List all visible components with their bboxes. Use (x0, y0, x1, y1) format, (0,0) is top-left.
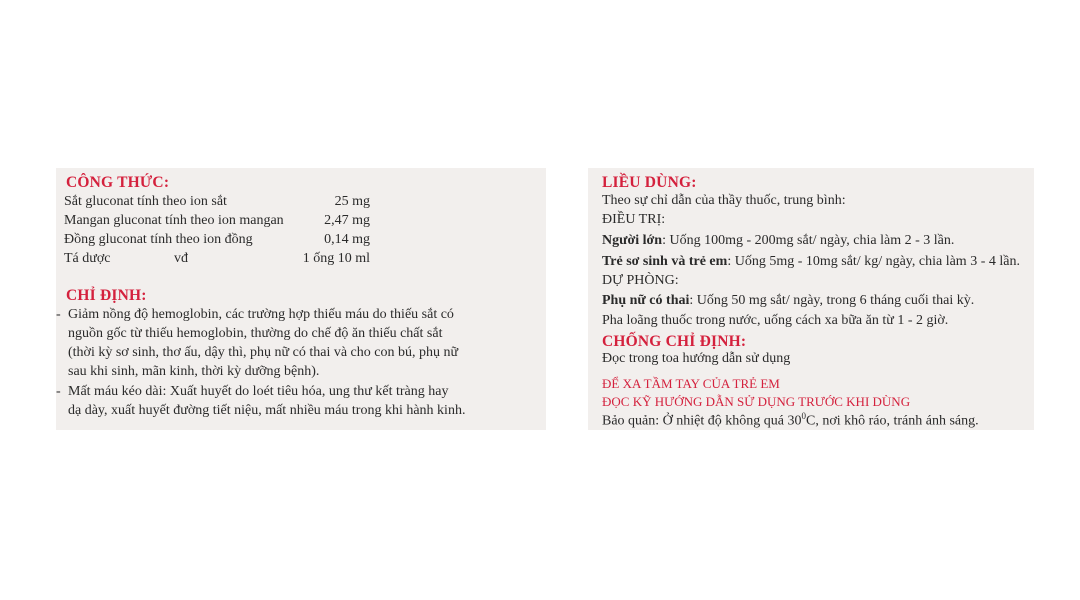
contraindication-heading: CHỐNG CHỈ ĐỊNH: (602, 333, 747, 350)
dosage-intro: Theo sự chỉ dẫn của thầy thuốc, trung bình: (602, 193, 846, 208)
indication-line: (thời kỳ sơ sinh, thơ ấu, dậy thì, phụ nữ có thai và cho con bú, phụ nữ (68, 345, 459, 360)
ingredient-qs: vđ (174, 251, 188, 266)
treatment-label: ĐIỀU TRỊ: (602, 212, 666, 227)
indication-line: nguồn gốc từ thiếu hemoglobin, thường do chế độ ăn thiếu chất sắt (68, 326, 443, 341)
indication-line: Giảm nồng độ hemoglobin, các trường hợp thiếu máu do thiếu sắt có (68, 307, 454, 322)
ingredient-amount: 2,47 mg (324, 213, 370, 228)
right-label-panel (588, 168, 1034, 430)
bullet-dash: - (56, 384, 61, 399)
storage-text (602, 411, 979, 430)
child-dosage (602, 254, 1020, 270)
warning-children: ĐỂ XA TẦM TAY CỦA TRẺ EM (602, 376, 780, 391)
pregnant-dosage (602, 293, 974, 309)
left-label-panel (56, 168, 546, 430)
indication-line: dạ dày, xuất huyết đường tiết niệu, mất nhiều máu trong khi hành kinh. (68, 403, 466, 418)
child-text: : Uống 5mg - 10mg sắt/ kg/ ngày, chia làm 3 - 4 lần. (727, 254, 1020, 269)
formula-heading: CÔNG THỨC: (66, 174, 170, 191)
ingredient-name: Sắt gluconat tính theo ion sắt (64, 194, 227, 209)
adult-dosage (602, 233, 954, 249)
prevention-label: DỰ PHÒNG: (602, 273, 679, 288)
storage-prefix: Bảo quản: Ở nhiệt độ không quá 30 (602, 413, 802, 429)
indication-line: sau khi sinh, mãn kinh, thời kỳ dưỡng bệnh). (68, 364, 320, 379)
pregnant-label: Phụ nữ có thai (602, 293, 690, 308)
ingredient-amount: 0,14 mg (324, 232, 370, 247)
storage-degree: 0 (801, 411, 806, 421)
ingredient-amount: 1 ống 10 ml (302, 251, 370, 266)
warning-read: ĐỌC KỸ HƯỚNG DẪN SỬ DỤNG TRƯỚC KHI DÙNG (602, 394, 911, 409)
bullet-dash: - (56, 307, 61, 322)
indication-heading: CHỈ ĐỊNH: (66, 287, 147, 304)
ingredient-name: Tá dược (64, 251, 111, 266)
ingredient-name: Đồng gluconat tính theo ion đồng (64, 232, 253, 247)
contraindication-text: Đọc trong toa hướng dẫn sử dụng (602, 351, 791, 366)
dilution-text: Pha loãng thuốc trong nước, uống cách xa bữa ăn từ 1 - 2 giờ. (602, 313, 949, 328)
pregnant-text: : Uống 50 mg sắt/ ngày, trong 6 tháng cuối thai kỳ. (689, 293, 975, 308)
adult-text: : Uống 100mg - 200mg sắt/ ngày, chia làm 2 - 3 lần. (662, 233, 955, 248)
child-label: Trẻ sơ sinh và trẻ em (602, 254, 728, 269)
ingredient-name: Mangan gluconat tính theo ion mangan (64, 213, 284, 228)
adult-label: Người lớn (602, 233, 663, 248)
ingredient-amount: 25 mg (334, 194, 370, 209)
storage-suffix: C, nơi khô ráo, tránh ánh sáng. (805, 413, 979, 429)
indication-line: Mất máu kéo dài: Xuất huyết do loét tiêu hóa, ung thư kết tràng hay (68, 384, 449, 399)
dosage-heading: LIỀU DÙNG: (602, 174, 697, 191)
